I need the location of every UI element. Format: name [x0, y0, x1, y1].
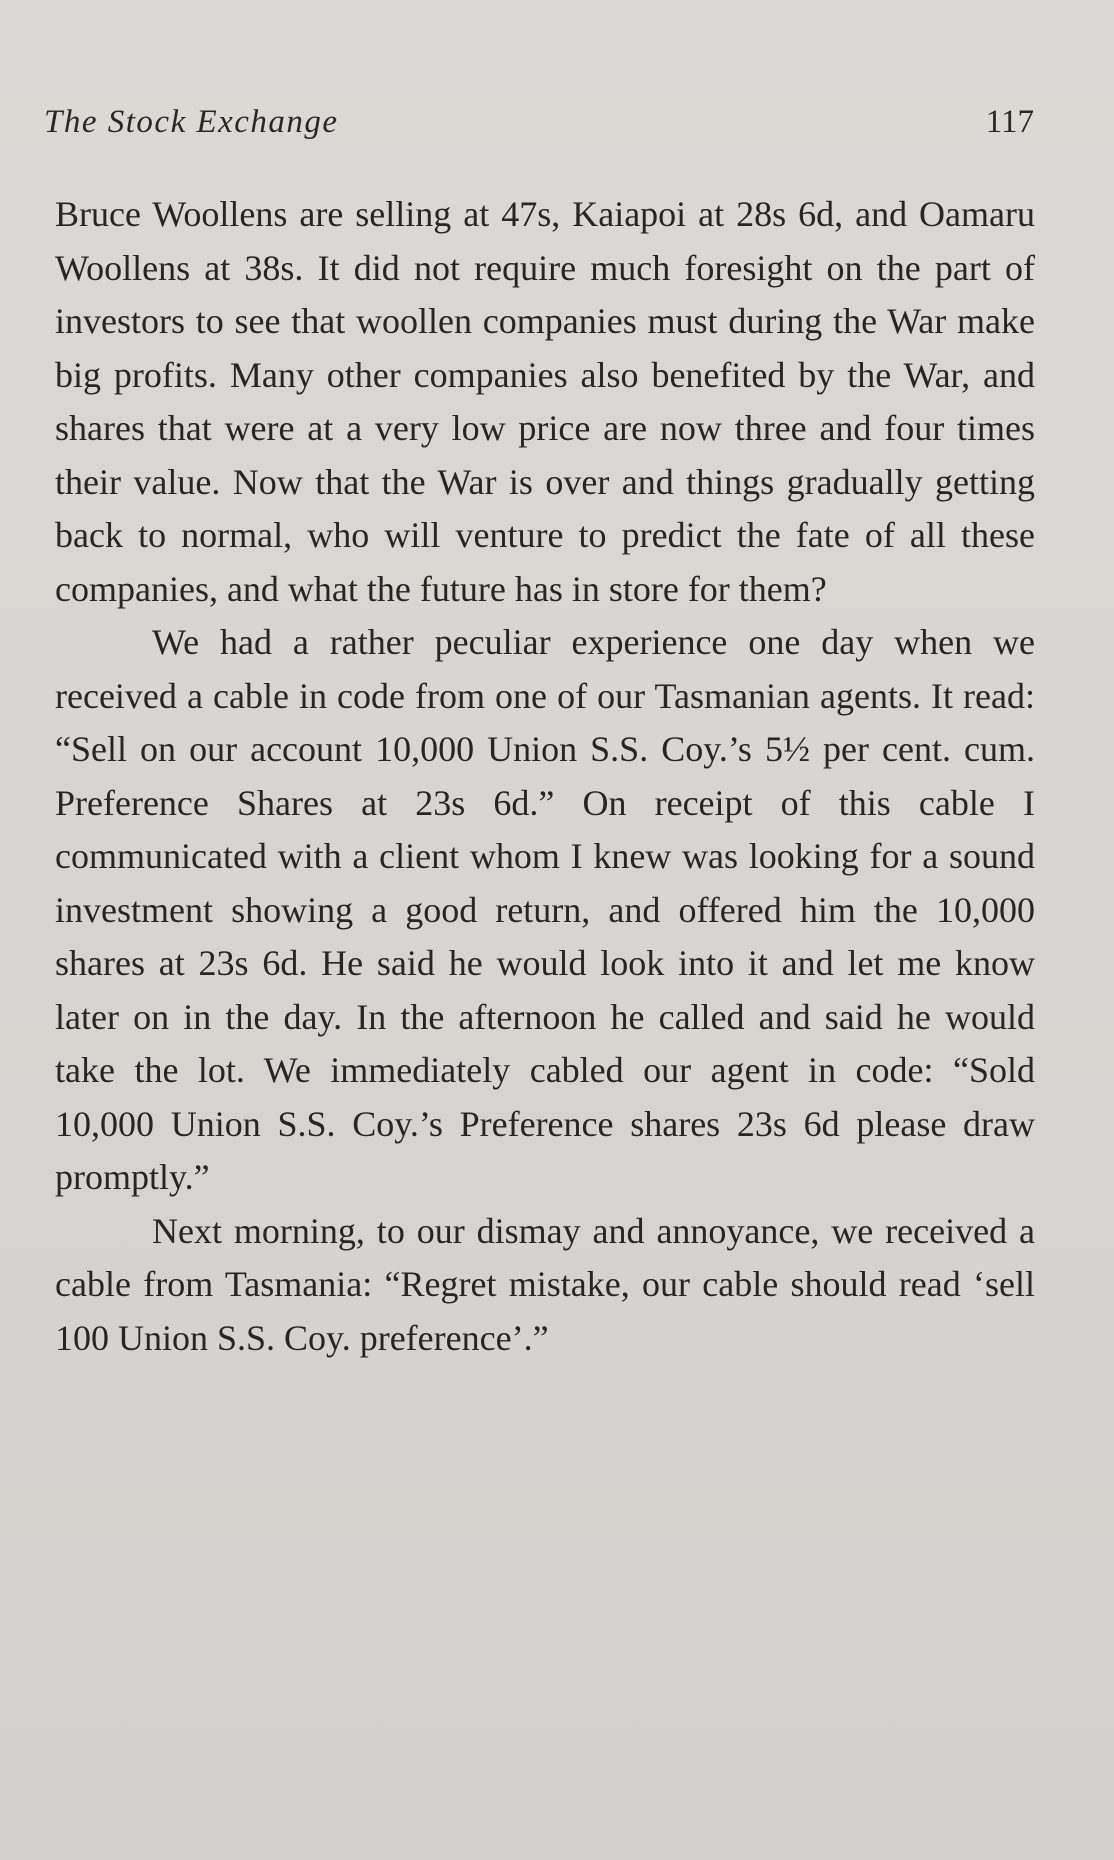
running-head [44, 104, 1034, 154]
running-title: The Stock Exchange [44, 104, 339, 140]
body-text [55, 188, 1035, 1365]
paragraph-1: Bruce Woollens are selling at 47s, Kaiapoi at 28s 6d, and Oamaru Woollens at 38s. It did not require much foresight on the part of investors to see that woollen companies must during the War make big profits. Many other companies also benefited by the War, and shares that were at a very low price are now three and four times their value. Now that the War is over and things gradually getting back to normal, who will venture to predict the fate of all these companies, and what the future has in store for them? [55, 194, 1035, 609]
page-number: 117 [985, 104, 1034, 140]
paragraph-2: We had a rather peculiar experience one day when we received a cable in code from one of our Tasmanian agents. It read: “Sell on our account 10,000 Union S.S. Coy.’s 5½ per cent. cum. Preference Shares at 23s 6d.” On receipt of this cable I communicated with a client whom I knew was looking for a sound investment showing a good return, and offered him the 10,000 shares at 23s 6d. He said he would look into it and let me know later on in the day. In the afternoon he called and said he would take the lot. We immediately cabled our agent in code: “Sold 10,000 Union S.S. Coy.’s Preference shares 23s 6d please draw promptly.” [55, 622, 1035, 1197]
paragraph-3: Next morning, to our dismay and annoyance, we received a cable from Tasmania: “Regret mistake, our cable should read ‘sell 100 Union S.S. Coy. preference’.” [55, 1210, 1035, 1358]
